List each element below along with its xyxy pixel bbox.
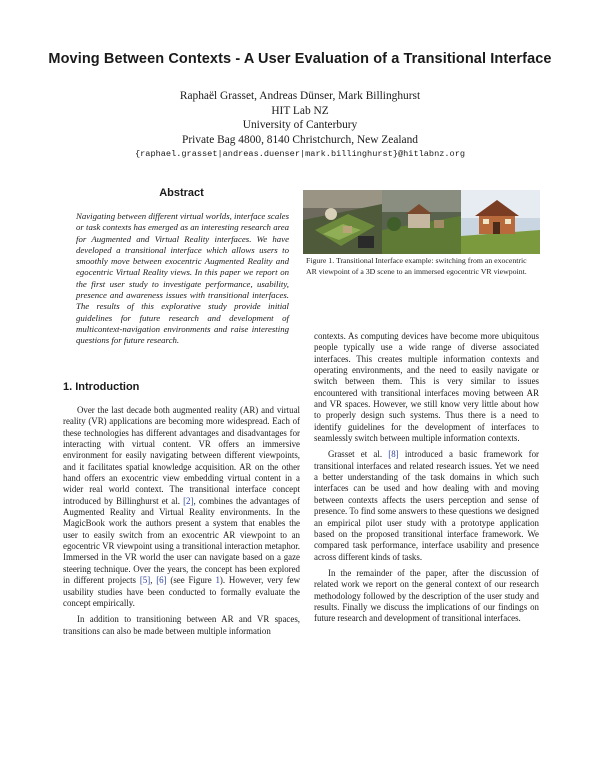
figure-link[interactable]: 1 xyxy=(215,575,220,586)
author-names: Raphaël Grasset, Andreas Dünser, Mark Billinghurst xyxy=(179,90,421,102)
intro-paragraph-2: In addition to transitioning between AR and VR spaces, transitions can also be made between multiple information xyxy=(63,614,300,636)
intro-paragraph-1: Over the last decade both augmented reality (AR) and virtual reality (VR) applications are becoming more widespread. Each of these technologies has different advantages and disadvantages for interacting with virtual content. VR offers an immersive environment for easily navigating between different viewpoints, and it facilitates spatial knowledge acquisition. AR on the other hand offers an exocentric view embedding virtual content in a wider real world context. The transitional interface concept introduced by Billinghurst et al. [2], combines the advantages of Augmented Reality and Virtual Reality environments. In the MagicBook work the authors present a system that enables the user to easily switch from an exocentric AR viewpoint to an egocentric VR viewpoint using a transitional interaction metaphor. Immersed in the VR world the user can navigate based on a gaze steering technique. Over the years, the concept has been explored in different projects [5], [6] (see Figure 1). However, very few usability studies have been conducted to formally evaluate the concept empirically. xyxy=(63,405,300,608)
citation-link[interactable]: [6] xyxy=(156,575,167,586)
intro-heading: 1. Introduction xyxy=(63,381,140,393)
affiliation-line: Private Bag 4800, 8140 Christchurch, New Zealand xyxy=(182,133,418,146)
intro-paragraph-2-continued: contexts. As computing devices have become more ubiquitous people typically use a wide range of diverse associated interfaces. This creates multiple information contexts and operating environments, and the need to easily navigate or switch between them. This is very similar to issues encountered with transitional interfaces moving between AR and VR spaces. However, we still know very little about how to properly design such systems. Thus there is a need to identify guidelines for the development of interfaces to seamlessly switch between multiple information contexts. xyxy=(314,331,539,444)
citation-link[interactable]: [5] xyxy=(139,575,151,586)
affiliation-line: University of Canterbury xyxy=(242,119,358,132)
intro-paragraph-3: Grasset et al. [8] introduced a basic framework for transitional interfaces and related research issues. Yet we need a better understanding of the task domains in which such interfaces can be used and how dealing with and moving between contexts affects the users perception and sense of presence. To find some answers to these questions we designed an empirical pilot user study with a prototype application based on the proposed transitional interface framework. We compared task performance, interface usability and presence across different kinds of tasks. xyxy=(314,449,540,562)
figure-panel-transition xyxy=(382,190,461,254)
author-block xyxy=(0,89,600,162)
figure-1-image xyxy=(303,190,540,254)
intro-right-column xyxy=(314,331,539,630)
author-emails: {raphael.grasset|andreas.duenser|mark.billinghurst}@hitlabnz.org xyxy=(134,149,466,160)
figure-panel-ar-view xyxy=(303,190,382,254)
citation-link[interactable]: [2] xyxy=(183,495,194,506)
figure-1-caption: Figure 1. Transitional Interface example: switching from an exocentric AR viewpoint of a 3D scene to an immersed egocentric VR viewpoint. xyxy=(306,256,527,276)
citation-link[interactable]: [8] xyxy=(388,449,399,460)
abstract-heading: Abstract xyxy=(159,187,204,199)
affiliation-line: HIT Lab NZ xyxy=(271,104,329,117)
intro-left-column xyxy=(63,405,300,642)
intro-paragraph-4: In the remainder of the paper, after the discussion of related work we report on the general context of our research methodology followed by the description of the user study and results. Finally we discuss the implications of our findings on future research and development of transitional interfaces. xyxy=(314,567,539,624)
paper-title: Moving Between Contexts - A User Evaluation of a Transitional Interface xyxy=(48,51,552,67)
abstract-text: Navigating between different virtual worlds, interface scales or task contexts has emerged as an interesting research area for Augmented and Virtual Reality interfaces. We have developed a transitional interface which allows users to smoothly move between exocentric Augmented Reality and egocentric Virtual Reality views. In this paper we report on the first user study to investigate performance, usability, presence and awareness issues with transitional interfaces. The results of this explorative study provide initial guidelines for future research and development of multicontext-navigation environments and raise interesting questions for future research. xyxy=(76,211,289,346)
figure-panel-vr-view xyxy=(461,190,540,254)
